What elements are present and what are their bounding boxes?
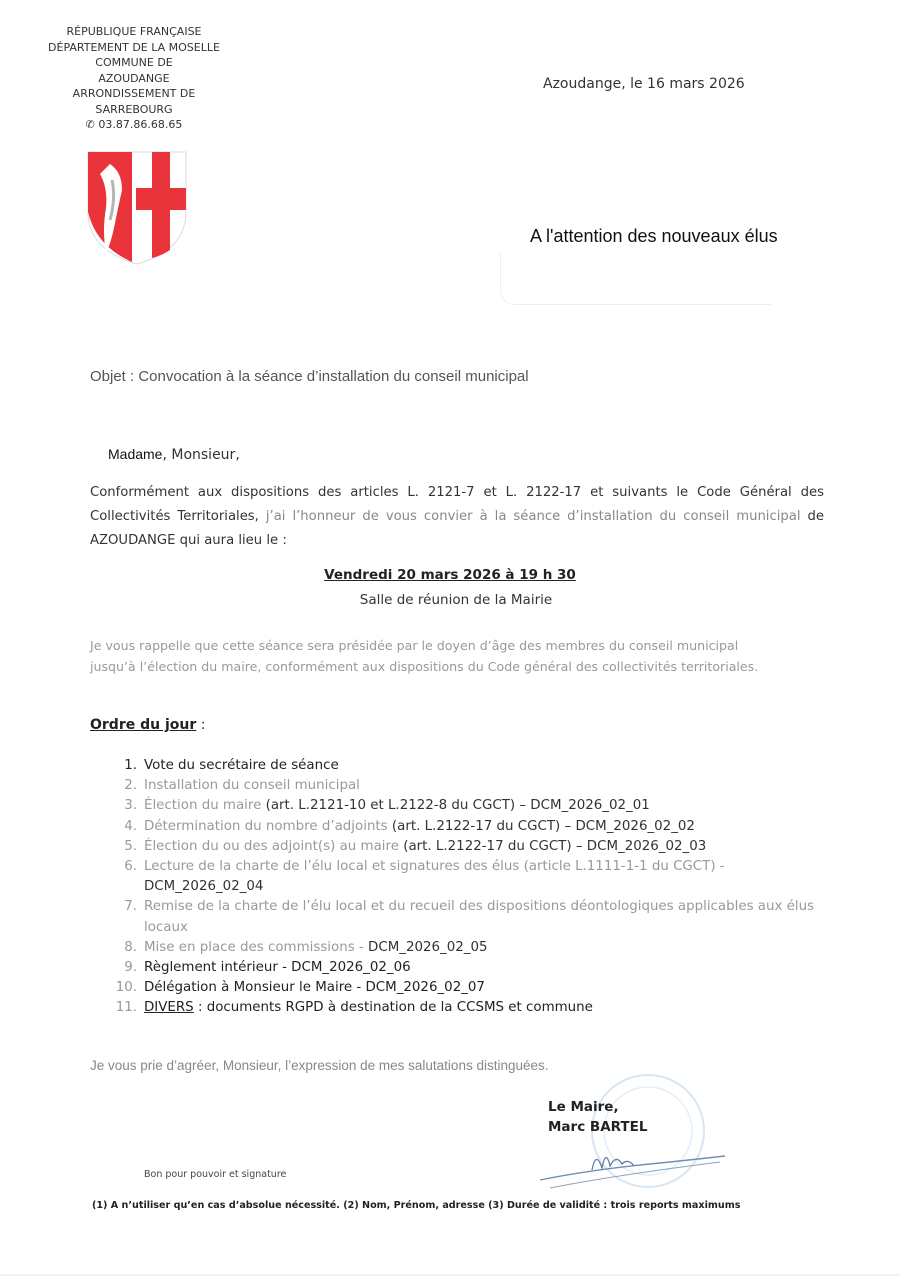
- handwritten-signature-icon: [530, 1140, 730, 1195]
- list-item-number: 4.: [124, 818, 137, 834]
- list-item-text: Mise en place des commissions -: [144, 939, 369, 955]
- list-item-number: 9.: [124, 960, 137, 976]
- address-box: [500, 252, 771, 305]
- list-item: [115, 776, 835, 796]
- reminder-line: jusqu’à l’élection du maire, conformément aux dispositions du Code général des collectivités territoriales.: [90, 659, 759, 674]
- header-line: AZOUDANGE: [98, 71, 170, 85]
- list-item-number: 1.: [124, 758, 137, 773]
- meeting-datetime-text: Vendredi 20 mars 2026 à 19 h 30: [324, 567, 576, 583]
- list-item: [115, 756, 835, 776]
- list-item-text: Installation du conseil municipal: [144, 778, 360, 794]
- list-item-text: Lecture de la charte de l’élu local et signatures des élus (article L.1111-1-1 du CGCT) -: [144, 859, 725, 875]
- list-item-text: Vote du secrétaire de séance: [144, 758, 339, 773]
- list-item-keyword: DIVERS: [144, 1000, 194, 1016]
- intro-paragraph: [90, 481, 824, 553]
- header-line: RÉPUBLIQUE FRANÇAISE: [66, 25, 202, 38]
- list-item: [115, 897, 835, 937]
- closing-formula: Je vous prie d’agréer, Monsieur, l’expression de mes salutations distinguées.: [90, 1058, 549, 1073]
- list-item-number: 5.: [124, 838, 137, 854]
- list-item: [115, 817, 835, 837]
- list-item-text: : documents RGPD à destination de la CCSMS et commune: [193, 1000, 593, 1016]
- header-line: DÉPARTEMENT DE LA MOSELLE: [48, 40, 220, 54]
- signatory-name: Marc BARTEL: [548, 1119, 648, 1135]
- date-line: Azoudange, le 16 mars 2026: [543, 76, 745, 92]
- list-item: [115, 998, 835, 1018]
- header-line: COMMUNE DE: [95, 56, 173, 69]
- salutation-madame: Madame: [108, 446, 163, 462]
- agenda-title-suffix: :: [196, 717, 206, 733]
- list-item-text: Règlement intérieur - DCM_2026_02_06: [144, 960, 411, 976]
- list-item-text: Élection du ou des adjoint(s) au maire: [144, 838, 404, 854]
- signatory-block: [548, 1097, 647, 1137]
- header-line: SARREBOURG: [95, 102, 173, 116]
- agenda-title: [90, 717, 205, 733]
- list-item-reference: DCM_2026_02_05: [368, 939, 488, 955]
- list-item-number: 7.: [124, 899, 137, 915]
- list-item: [115, 978, 835, 998]
- bottom-divider: [0, 1274, 900, 1276]
- agenda-list: [115, 756, 835, 1019]
- meeting-location: Salle de réunion de la Mairie: [359, 592, 553, 608]
- list-item-text: Remise de la charte de l’élu local et du recueil des dispositions déontologiques applicables aux élus locaux: [144, 899, 815, 935]
- list-item-number: 2.: [124, 778, 137, 794]
- list-item-reference: DCM_2026_02_04: [144, 879, 264, 895]
- intro-part1: Conformément aux dispositions des articles L. 2121-7 et L. 2122-17 et suivants le Code Général des Collectivités Territoriales,: [90, 485, 824, 524]
- list-item: [115, 796, 835, 816]
- intro-part2: j’ai l’honneur de vous convier à la séance d’installation du conseil municipal: [265, 509, 801, 524]
- intro-part3: de AZOUDANGE qui aura lieu le :: [90, 509, 824, 548]
- list-item-text: Délégation à Monsieur le Maire - DCM_2026_02_07: [144, 980, 485, 996]
- proxy-note: Bon pour pouvoir et signature: [144, 1169, 287, 1180]
- list-item-reference: (art. L.2121-10 et L.2122-8 du CGCT) – DCM_2026_02_01: [265, 798, 650, 814]
- list-item-text: Détermination du nombre d’adjoints: [144, 818, 392, 834]
- list-item-reference: (art. L.2122-17 du CGCT) – DCM_2026_02_03: [403, 838, 707, 854]
- reminder-paragraph: [90, 635, 810, 677]
- subject-line: Objet : Convocation à la séance d’installation du conseil municipal: [90, 368, 529, 385]
- list-item-text: Élection du maire: [144, 798, 266, 814]
- signatory-title: Le Maire,: [548, 1099, 619, 1115]
- agenda-title-text: Ordre du jour: [90, 717, 197, 733]
- meeting-datetime: [0, 567, 900, 583]
- list-item-number: 3.: [124, 798, 137, 814]
- phone-number: ✆ 03.87.86.68.65: [85, 118, 183, 131]
- list-item-number: 6.: [124, 859, 137, 875]
- list-item: [115, 837, 835, 857]
- salutation-rest: , Monsieur,: [162, 447, 240, 463]
- list-item: [115, 938, 835, 958]
- list-item-number: 10.: [115, 980, 137, 996]
- coat-of-arms-icon: [86, 150, 188, 266]
- reminder-line: Je vous rappelle que cette séance sera présidée par le doyen d’âge des membres du conseil municipal: [90, 638, 739, 653]
- list-item: [115, 857, 835, 897]
- commune-header: [40, 24, 228, 133]
- list-item-reference: (art. L.2122-17 du CGCT) – DCM_2026_02_02: [391, 818, 695, 834]
- recipient-line: A l'attention des nouveaux élus: [530, 226, 778, 246]
- salutation: [108, 446, 240, 463]
- list-item: [115, 958, 835, 978]
- list-item-number: 11.: [115, 1000, 137, 1016]
- header-line: ARRONDISSEMENT DE: [72, 87, 196, 100]
- footnote: (1) A n’utiliser qu’en cas d’absolue nécessité. (2) Nom, Prénom, adresse (3) Durée de validité : trois reports maximums: [92, 1200, 741, 1211]
- list-item-number: 8.: [124, 939, 137, 955]
